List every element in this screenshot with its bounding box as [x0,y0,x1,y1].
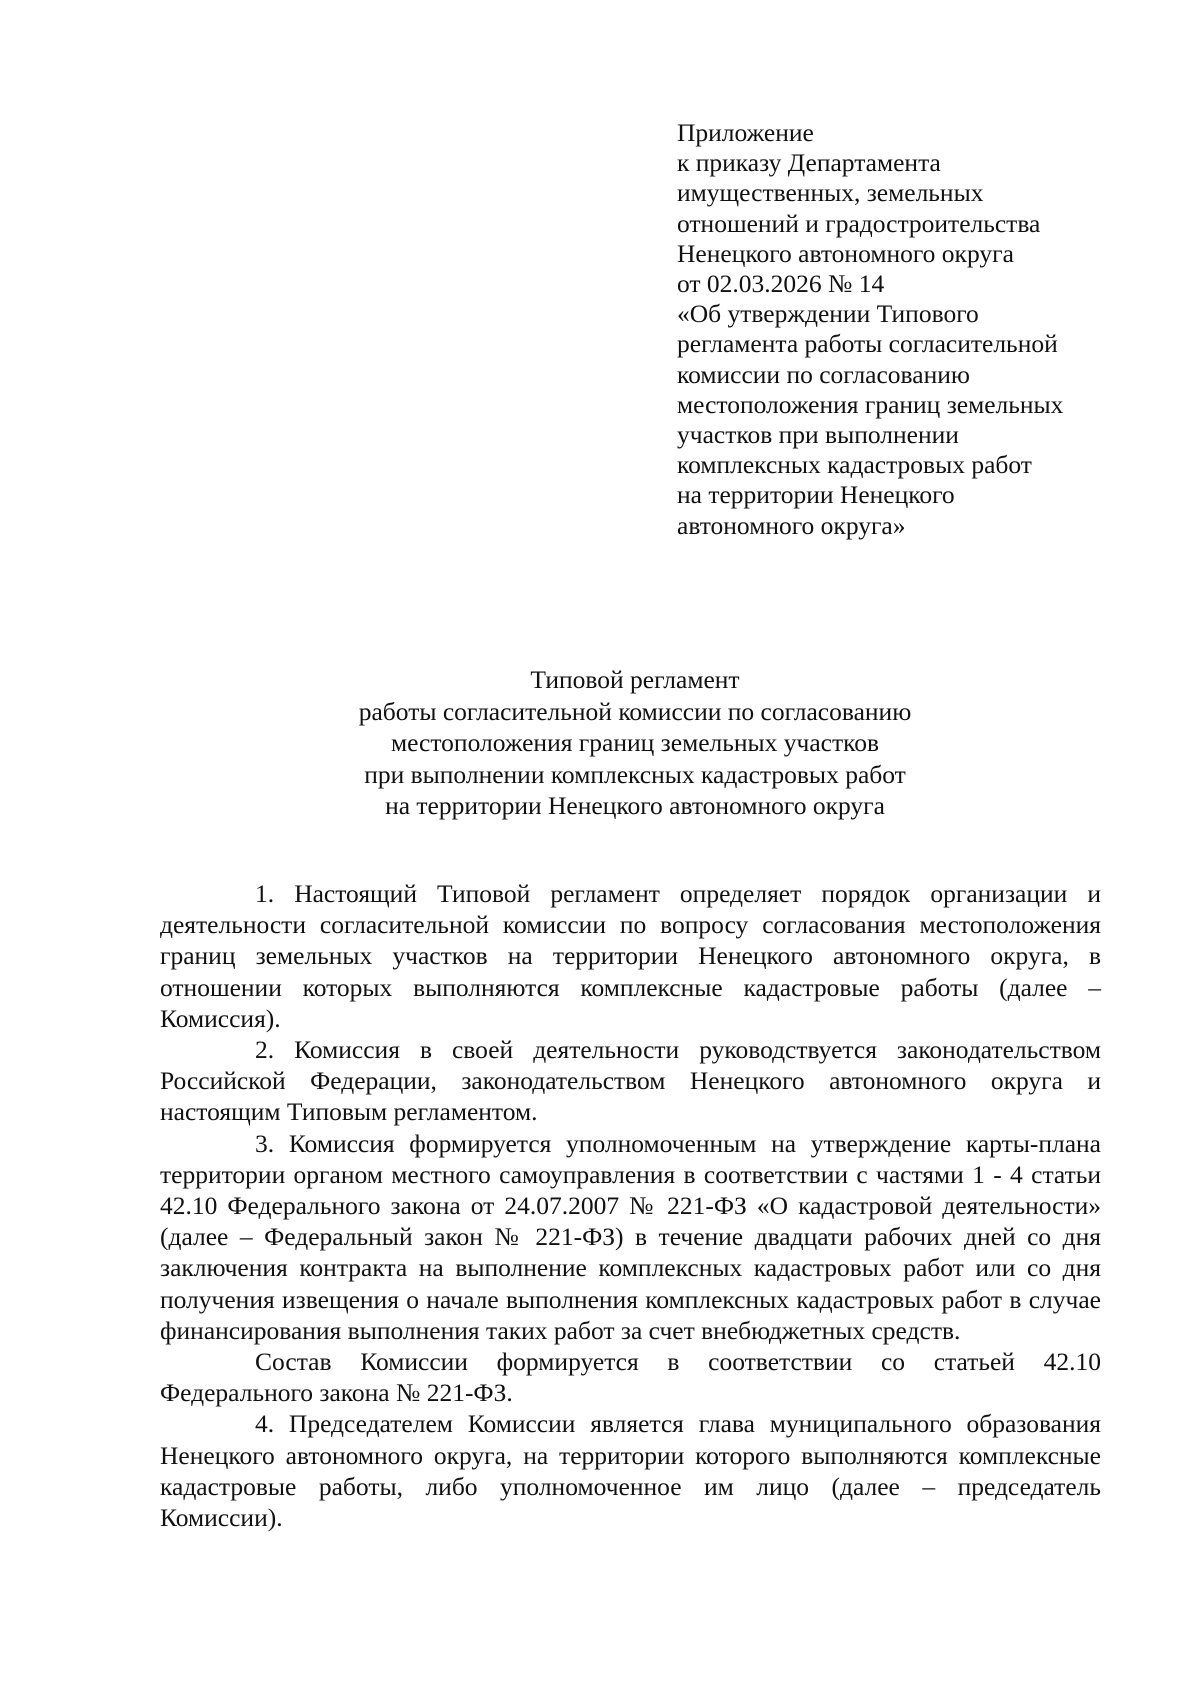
title-line: при выполнении комплексных кадастровых работ [364,759,906,789]
title-line: на территории Ненецкого автономного округа [385,791,885,820]
appendix-line: к приказу Департамента [677,148,941,178]
appendix-line: Приложение [677,118,814,147]
paragraph-1: 1. Настоящий Типовой регламент определяет порядок организации и деятельности согласительной комиссии по вопросу согласования местоположения границ земельных участков на территории Ненецкого автономного округа, в отношении которых выполняются комплексные кадастровые работы (далее – Комиссия). [160,879,1101,1033]
paragraph-4: 4. Председателем Комиссии является глава муниципального образования Ненецкого автономного округа, на территории которого выполняются комплексные кадастровые работы, либо уполномоченное им лицо (далее – председатель Комиссии). [160,1409,1101,1533]
title-line: работы согласительной комиссии по согласованию [358,696,912,726]
appendix-line: «Об утверждении Типового [677,299,979,329]
appendix-line: участков при выполнении [677,420,959,450]
appendix-line: автономного округа» [677,510,906,540]
appendix-header [677,118,1147,541]
appendix-line: от 02.03.2026 № 14 [677,269,885,299]
paragraph-2: 2. Комиссия в своей деятельности руководствуется законодательством Российской Федерации, законодательством Ненецкого автономного округа и настоящим Типовым регламентом. [160,1035,1101,1127]
paragraph-3: 3. Комиссия формируется уполномоченным на утверждение карты-плана территории органом местного самоуправления в соответствии с частями 1 - 4 статьи 42.10 Федерального закона от 24.07.2007 № 221-ФЗ «О кадастровой деятельности» (далее – Федеральный закон № 221-ФЗ) в течение двадцати рабочих дней со дня заключения контракта на выполнение комплексных кадастровых работ или со дня получения извещения о начале выполнения комплексных кадастровых работ в случае финансирования выполнения таких работ за счет внебюджетных средств. [160,1128,1101,1345]
appendix-line: регламента работы согласительной [677,329,1058,359]
appendix-line: на территории Ненецкого [677,480,955,510]
title-line: местоположения границ земельных участков [390,728,880,757]
appendix-line: Ненецкого автономного округа [677,238,1014,268]
appendix-line: местоположения границ земельных [677,389,1064,419]
document-title [150,664,1120,822]
appendix-line: отношений и градостроительства [677,208,1041,238]
appendix-line: имущественных, земельных [677,178,984,208]
title-line: Типовой регламент [530,665,740,694]
document-body [160,878,1101,1533]
appendix-line: комплексных кадастровых работ [677,450,1032,480]
paragraph-3-composition: Состав Комиссии формируется в соответствии со статьей 42.10 Федерального закона № 221-ФЗ. [160,1347,1101,1408]
appendix-line: комиссии по согласованию [677,359,970,389]
